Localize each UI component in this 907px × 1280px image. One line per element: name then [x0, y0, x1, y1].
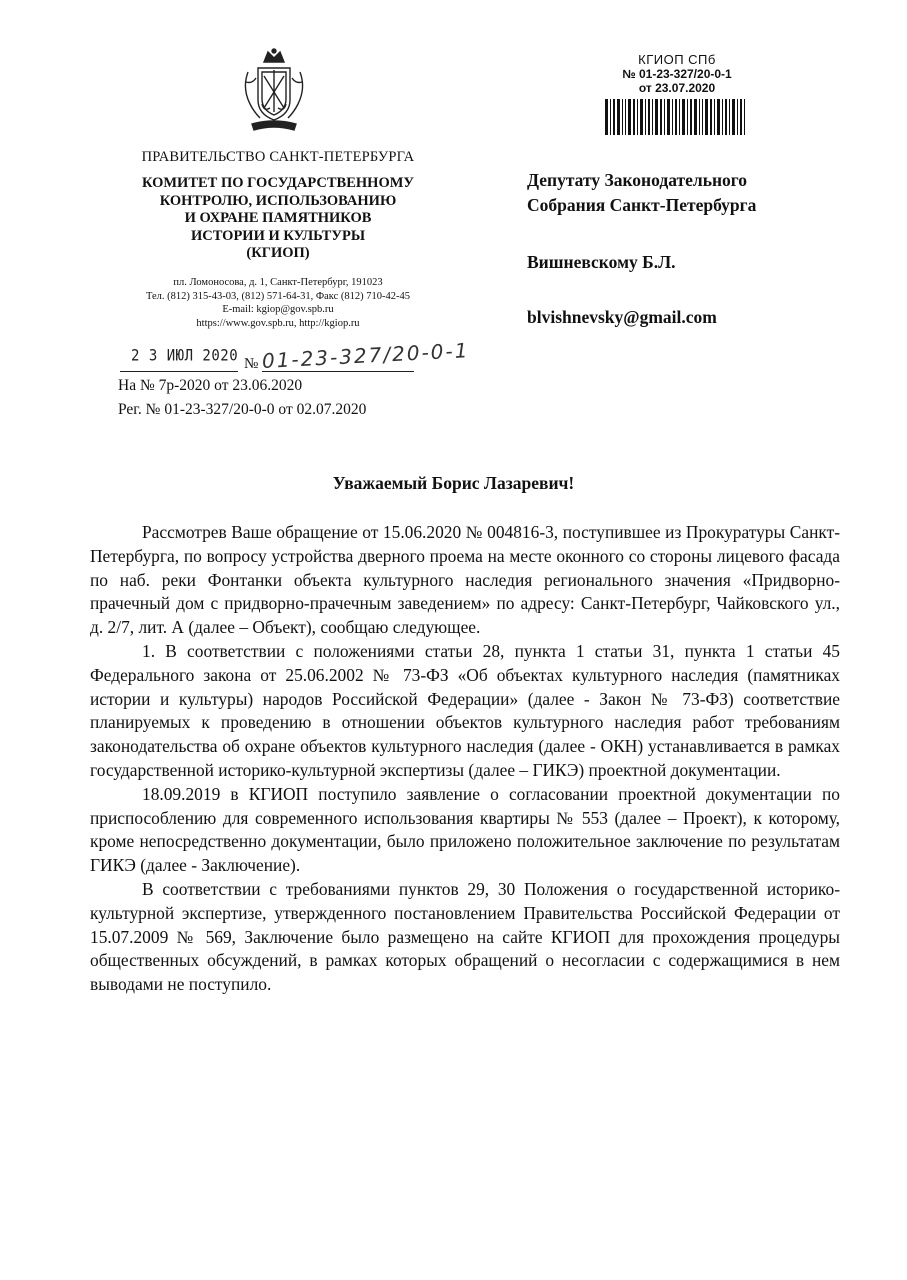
addressee-name: Вишневскому Б.Л.: [527, 252, 676, 272]
committee-line: И ОХРАНЕ ПАМЯТНИКОВ: [184, 210, 372, 226]
letter-body: [90, 521, 840, 997]
stamp-number: № 01-23-327/20-0-1: [622, 67, 732, 81]
committee-line: ИСТОРИИ И КУЛЬТУРЫ: [190, 227, 366, 244]
sender-address: пл. Ломоносова, д. 1, Санкт-Петербург, 191023: [173, 277, 383, 288]
sender-websites: https://www.gov.spb.ru, http://kgiop.ru: [196, 317, 360, 329]
body-paragraph: Рассмотрев Ваше обращение от 15.06.2020 № 004816-3, поступившее из Прокуратуры Санкт-Петербурга, по вопросу устройства дверного проема на месте оконного со стороны лицевого фасада по наб. реки Фонтанки объекта культурного наследия регионального значения «Придворно-прачечный дом с придворно-прачечным заведением» по адресу: Санкт-Петербург, Чайковского ул., д. 2/7, лит. А (далее – Объект), сообщаю следующее.: [90, 522, 840, 638]
addressee-line: Депутату Законодательного: [527, 170, 748, 190]
coat-of-arms-icon: [240, 48, 308, 134]
committee-abbreviation: (КГИОП): [246, 245, 310, 261]
date-underline: [120, 371, 238, 372]
sender-email: E-mail: kgiop@gov.spb.ru: [222, 304, 334, 315]
outgoing-number-handwritten: 01-23-327/20-0-1: [261, 338, 470, 373]
committee-line: КОМИТЕТ ПО ГОСУДАРСТВЕННОМУ: [141, 175, 415, 191]
number-underline: [262, 371, 414, 372]
addressee-line: Собрания Санкт-Петербурга: [527, 195, 757, 215]
salutation: Уважаемый Борис Лазаревич!: [332, 473, 575, 493]
outgoing-date-stamp: 2 3 ИЮЛ 2020: [131, 346, 239, 366]
body-paragraph: 18.09.2019 в КГИОП поступило заявление о согласовании проектной документации по приспособлению для современного использования квартиры № 553 (далее – Проект), к которому, кроме непосредственно документации, было приложено положительное заключение по результатам ГИКЭ (далее - Заключение).: [90, 783, 840, 876]
body-paragraph: 1. В соответствии с положениями статьи 28, пункта 1 статьи 31, пункта 1 статьи 45 Федерального закона от 25.06.2002 № 73-ФЗ «Об объектах культурного наследия (памятниках истории и культуры) народов Российской Федерации» (далее - Закон № 73-ФЗ) соответствие планируемых к проведению в отношении объектов культурного наследия работ требованиям законодательства об охране объектов культурного наследия (далее - ОКН) устанавливается в рамках государственной историко-культурной экспертизы (далее – ГИКЭ) проектной документации.: [90, 640, 840, 780]
stamp-organization: КГИОП СПб: [638, 52, 716, 67]
addressee-title: [527, 168, 756, 218]
registration-stamp: [582, 52, 772, 95]
addressee-email: blvishnevsky@gmail.com: [527, 307, 717, 327]
committee-name: [118, 175, 438, 263]
reply-reference: На № 7р-2020 от 23.06.2020: [118, 377, 303, 394]
committee-line: КОНТРОЛЮ, ИСПОЛЬЗОВАНИЮ: [159, 192, 397, 209]
sender-contacts: [118, 276, 438, 330]
number-sign: №: [244, 356, 259, 372]
government-name: ПРАВИТЕЛЬСТВО САНКТ-ПЕТЕРБУРГА: [141, 149, 415, 165]
body-paragraph: В соответствии с требованиями пунктов 29, 30 Положения о государственной историко-культурной экспертизе, утвержденного постановлением Правительства Российской Федерации от 15.07.2009 № 569, Заключение было размещено на сайте КГИОП для прохождения процедуры общественных обсуждений, в рамках которых обращений о несогласии с содержащимися в нем выводами не поступило.: [90, 878, 840, 995]
sender-phones: Тел. (812) 315-43-03, (812) 571-64-31, Факс (812) 710-42-45: [145, 290, 411, 302]
stamp-date: от 23.07.2020: [638, 81, 716, 95]
registration-reference: Рег. № 01-23-327/20-0-0 от 02.07.2020: [118, 401, 367, 418]
barcode-icon: [605, 99, 745, 135]
